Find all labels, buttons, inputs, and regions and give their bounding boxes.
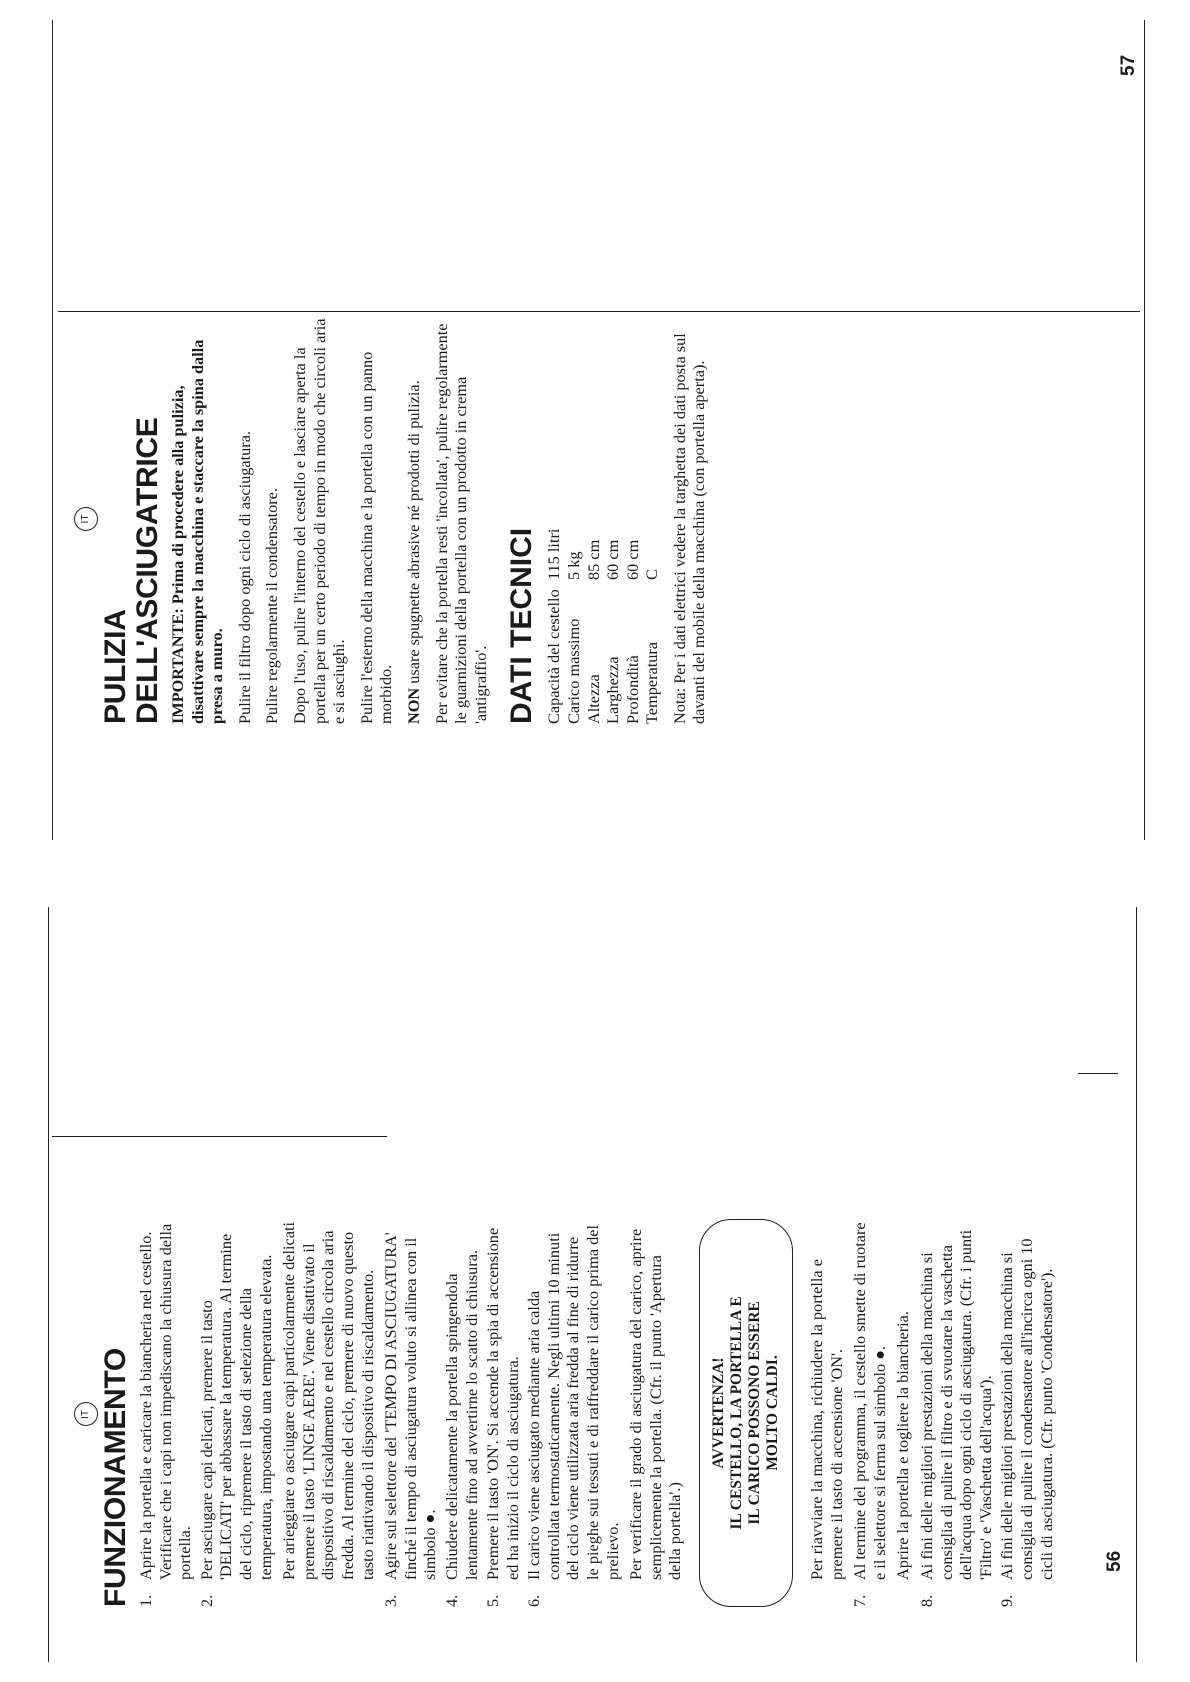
cleaning-paragraph: Pulire regolarmente il condensatore. [262,488,282,724]
right-mid-rule [58,311,1140,312]
table-row: Temperatura C [642,569,662,724]
left-page-title: FUNZIONAMENTO [99,1348,132,1607]
left-mid-rule-bottom [1078,1073,1118,1074]
left-top-rule [48,907,49,1662]
list-item: 1. Aprire la portella e caricare la biancheria nel cestello. Verificare che i capi non impediscano la chiusura della portella. [136,1223,195,1607]
specs-table [544,529,662,724]
table-row: Larghezza 60 cm [603,539,623,724]
list-item: 4. Chiudere delicatamente la portella spingendola lentamente fino ad avvertirne lo scatto di chiusura. [441,1249,481,1607]
list-item: Per verificare il grado di asciugatura del carico, aprire semplicemente la portella. (Cfr. il punto 'Apertura della portella'.) [626,1228,685,1580]
language-badge-it: IT [74,507,98,531]
cleaning-paragraph: Pulire il filtro dopo ogni ciclo di asciugatura. [234,431,254,724]
steps-list [136,1222,275,1607]
warning-line: MOLTO CALDI. [764,1355,782,1471]
warning-line: IL CESTELLO, LA PORTELLA E [728,1296,746,1530]
list-item: Per riavviare la macchina, richiudere la portella e premere il tasto di accensione 'ON'. [807,1259,846,1580]
specs-note: Nota: Per i dati elettrici vedere la targhetta dei dati posta sul davanti del mobile della macchina (con portella aperta). [669,333,709,724]
cleaning-paragraph: Per evitare che la portella resti 'incollata', pulire regolarmente le guarnizioni della portella con un prodotto in crema 'antigraffio'. [431,323,490,724]
left-mid-rule-top [52,1136,387,1137]
left-page-number: 56 [1104,1550,1125,1572]
warning-box [699,1219,793,1607]
right-column [74,314,717,724]
right-page-number: 57 [1118,54,1139,76]
table-row: Altezza 85 cm [583,539,603,724]
list-item: 7. Al termine del programma, il cestello smette di ruotare e il selettore si ferma sul simbolo ●. [850,1222,889,1607]
important-note: IMPORTANTE: Prima di procedere alla pulizia, disattivare sempre la macchina e staccare la spina dalla presa a muro. [168,339,227,724]
right-bottom-rule [1144,20,1145,840]
list-item: 9. Ai fini delle migliori prestazioni della macchina si consiglia di pulire il condensatore all'incirca ogni 10 cicli di asciugatura. (Cfr. punto 'Condensatore'). [997,1238,1056,1607]
language-badge-it: IT [74,1403,98,1427]
list-item: 2. Per asciugare capi delicati, premere il tasto 'DELICATI' per abbassare la temperatura. Al termine del ciclo, ripremere il tasto di selezione della temperatura, impostando una temperatura elevata. [196,1233,275,1607]
list-item: 5. Premere il tasto 'ON'. Si accende la spia di accensione ed ha inizio il ciclo di asciugatura. [483,1227,522,1607]
cleaning-paragraph: Dopo l'uso, pulire l'interno del cestello e lasciare aperta la portella per un certo periodo di tempo in modo che circoli aria e si asciughi. [289,318,349,724]
list-item: 3. Agire sul selettore del 'TEMPO DI ASCIUGATURA' finché il tempo di asciugatura voluto si allinea con il simbolo ●. [381,1232,440,1607]
warning-line: AVVERTENZA! [710,1357,728,1469]
list-item: 6. Il carico viene asciugato mediante aria calda controllata termostaticamente. Negli ultimi 10 minuti del ciclo viene utilizzata aria fredda al fine di ridurre le pieghe sui tessuti e di raffreddare il carico prima del prelievo. [524,1224,622,1607]
list-item: Aprire la portella e togliere la biancheria. [893,1311,913,1580]
list-item: Per arieggiare o asciugare capi particolarmente delicati premere il tasto 'LINGE AERE'. Viene disattivato il dispositivo di riscaldamento e nel cestello circola aria fredda. Al termine del ciclo, premere di nuovo questo tasto riattivando il dispositivo di riscaldamento. [279,1222,377,1580]
table-row: Carico massimo 5 kg [563,551,583,724]
cleaning-paragraph: Pulire l'esterno della macchina e la portella con un panno morbido. [356,351,396,724]
right-page-title: PULIZIA DELL'ASCIUGATRICE [99,417,164,724]
cleaning-paragraph: NON usare spugnette abrasive né prodotti di pulizia. [403,380,423,724]
list-item: 8. Ai fini delle migliori prestazioni della macchina si consiglia di pulire il filtro e di svuotare la vaschetta dell'acqua dopo ogni ciclo di asciugatura. (Cfr. i punti 'Filtro' e 'Vaschetta dell'acqua'). [917,1229,995,1607]
warning-line: IL CARICO POSSONO ESSERE [746,1301,764,1525]
specs-title: DATI TECNICI [505,527,539,724]
table-row: Profondità 60 cm [622,539,642,724]
right-top-rule [52,20,53,840]
table-row: Capacità del cestello 115 litri [544,528,564,724]
left-bottom-rule [1136,907,1137,1662]
left-column [74,1222,1058,1607]
